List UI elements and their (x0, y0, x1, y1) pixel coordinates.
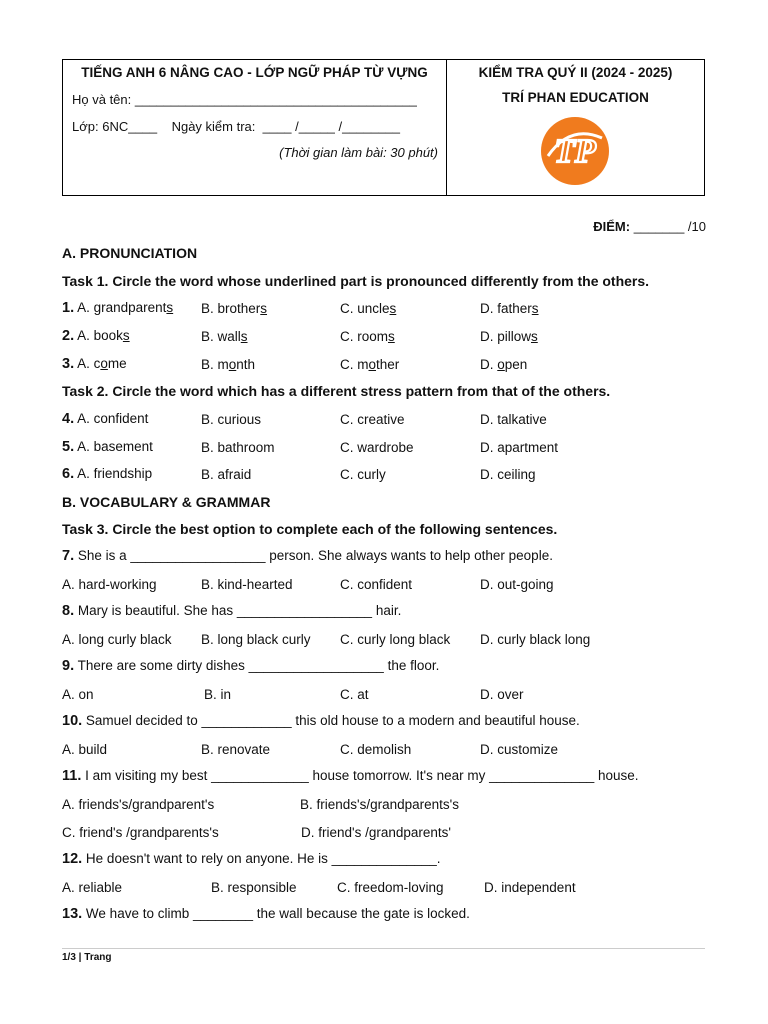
question-text: Mary is beautiful. She has __________________ hair. (74, 603, 402, 618)
q5-option-b: B. bathroom (201, 440, 275, 455)
time-note: (Thời gian làm bài: 30 phút) (279, 145, 438, 160)
question-number: 7. (62, 548, 75, 564)
question-number: 6. (62, 466, 75, 482)
q7-option-a: A. hard-working (62, 577, 157, 592)
question-4 (62, 411, 148, 427)
task-3-heading: Task 3. Circle the best option to complete each of the following sentences. (62, 521, 558, 537)
q2-option-c: C. rooms (340, 329, 395, 344)
question-number: 13. (62, 906, 83, 922)
q1-option-d: D. fathers (480, 301, 539, 316)
question-number: 9. (62, 658, 75, 674)
question-7 (62, 548, 553, 564)
q7-option-d: D. out-going (480, 577, 554, 592)
q5-option-d: D. apartment (480, 440, 559, 455)
q6-option-b: B. afraid (201, 467, 252, 482)
q8-option-d: D. curly black long (480, 632, 591, 647)
option-a: A. grandparents (77, 300, 174, 315)
question-3 (62, 356, 127, 372)
question-5 (62, 439, 153, 455)
question-text: Samuel decided to ____________ this old house to a modern and beautiful house. (82, 713, 580, 728)
section-a-heading: A. PRONUNCIATION (62, 245, 198, 261)
q11-option-d: D. friend's /grandparents' (301, 825, 451, 840)
course-title: TIẾNG ANH 6 NÂNG CAO - LỚP NGỮ PHÁP TỪ VỰNG (81, 65, 428, 80)
name-line: Họ và tên: _______________________________________ (72, 92, 417, 107)
q12-option-a: A. reliable (62, 880, 123, 895)
footer-divider (62, 948, 705, 949)
question-13 (62, 906, 470, 922)
q6-option-d: D. ceiling (480, 467, 536, 482)
question-number: 8. (62, 603, 75, 619)
question-number: 2. (62, 328, 75, 344)
option-a: A. basement (77, 439, 153, 454)
class-date-line: Lớp: 6NC____ Ngày kiểm tra: ____ /_____ /________ (72, 119, 400, 134)
q10-option-b: B. renovate (201, 742, 271, 757)
q12-option-d: D. independent (484, 880, 576, 895)
question-text: She is a __________________ person. She always wants to help other people. (74, 548, 553, 563)
question-number: 12. (62, 851, 83, 867)
q3-option-c: C. mother (340, 357, 400, 372)
option-a: A. friendship (77, 466, 153, 481)
question-number: 3. (62, 356, 75, 372)
question-8 (62, 603, 401, 619)
option-a: A. come (77, 356, 127, 371)
q4-option-b: B. curious (201, 412, 262, 427)
option-a: A. books (77, 328, 130, 343)
question-number: 11. (62, 768, 82, 784)
q12-option-c: C. freedom-loving (337, 880, 444, 895)
q11-option-b: B. friends's/grandparents's (300, 797, 459, 812)
q6-option-c: C. curly (340, 467, 386, 482)
q4-option-d: D. talkative (480, 412, 547, 427)
question-number: 5. (62, 439, 75, 455)
q7-option-c: C. confident (340, 577, 413, 592)
q10-option-d: D. customize (480, 742, 559, 757)
q7-option-b: B. kind-hearted (201, 577, 293, 592)
header-box (62, 59, 705, 196)
q5-option-c: C. wardrobe (340, 440, 414, 455)
question-number: 4. (62, 411, 75, 427)
q9-option-b: B. in (204, 687, 232, 702)
score-blank: _______ /10 (630, 219, 706, 234)
q10-option-a: A. build (62, 742, 108, 757)
q3-option-d: D. open (480, 357, 528, 372)
q11-option-a: A. friends's/grandparent's (62, 797, 215, 812)
question-2 (62, 328, 130, 344)
logo-text: TP (554, 133, 596, 170)
q4-option-c: C. creative (340, 412, 405, 427)
question-number: 1. (62, 300, 75, 316)
page-footer: 1/3 | Trang (62, 952, 112, 963)
task-2-heading: Task 2. Circle the word which has a different stress pattern from that of the others. (62, 383, 611, 399)
q9-option-a: A. on (62, 687, 94, 702)
header-right (447, 60, 704, 195)
question-text: I am visiting my best _____________ house tomorrow. It's near my ______________ house. (81, 768, 639, 783)
q12-option-b: B. responsible (211, 880, 297, 895)
question-9 (62, 658, 439, 674)
task-1-heading: Task 1. Circle the word whose underlined part is pronounced differently from the others. (62, 273, 650, 289)
q3-option-b: B. month (201, 357, 256, 372)
question-text: He doesn't want to rely on anyone. He is ______________. (82, 851, 441, 866)
exam-title: KIỂM TRA QUÝ II (2024 - 2025) (478, 65, 673, 80)
org-name: TRÍ PHAN EDUCATION (502, 90, 649, 105)
org-logo-icon (540, 116, 610, 186)
q11-option-c: C. friend's /grandparents's (62, 825, 219, 840)
q8-option-b: B. long black curly (201, 632, 311, 647)
question-12 (62, 851, 441, 867)
section-b-heading: B. VOCABULARY & GRAMMAR (62, 494, 271, 510)
q9-option-c: C. at (340, 687, 369, 702)
q8-option-c: C. curly long black (340, 632, 451, 647)
header-left (63, 60, 447, 195)
option-a: A. confident (77, 411, 149, 426)
score-line (593, 219, 706, 234)
q2-option-b: B. walls (201, 329, 248, 344)
q10-option-c: C. demolish (340, 742, 412, 757)
question-10 (62, 713, 580, 729)
q8-option-a: A. long curly black (62, 632, 172, 647)
question-number: 10. (62, 713, 83, 729)
question-text: There are some dirty dishes __________________ the floor. (74, 658, 440, 673)
q9-option-d: D. over (480, 687, 524, 702)
question-1 (62, 300, 173, 316)
question-6 (62, 466, 152, 482)
question-text: We have to climb ________ the wall because the gate is locked. (82, 906, 470, 921)
question-11 (62, 768, 639, 784)
q1-option-b: B. brothers (201, 301, 268, 316)
q2-option-d: D. pillows (480, 329, 538, 344)
q1-option-c: C. uncles (340, 301, 397, 316)
score-label: ĐIỂM: (593, 219, 631, 234)
